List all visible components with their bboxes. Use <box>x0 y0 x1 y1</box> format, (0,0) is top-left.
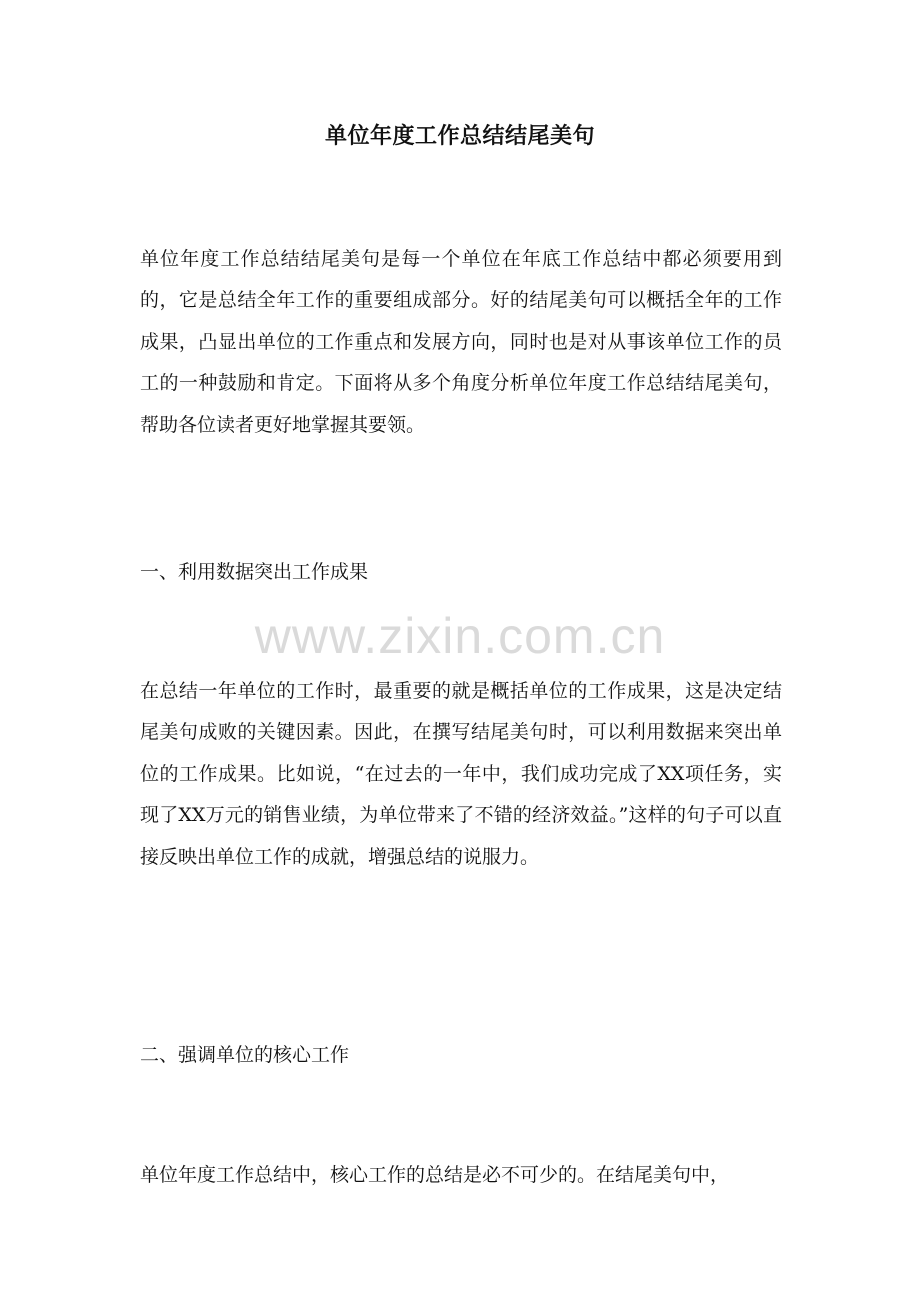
intro-paragraph: 单位年度工作总结结尾美句是每一个单位在年底工作总结中都必须要用到的，它是总结全年工作的重要组成部分。好的结尾美句可以概括全年的工作成果，凸显出单位的工作重点和发展方向，同时也是对从事该单位工作的员工的一种鼓励和肯定。下面将从多个角度分析单位年度工作总结结尾美句，帮助各位读者更好地掌握其要领。 <box>140 248 782 436</box>
section-1-paragraph: 在总结一年单位的工作时，最重要的就是概括单位的工作成果，这是决定结尾美句成败的关键因素。因此，在撰写结尾美句时，可以利用数据来突出单位的工作成果。比如说，“在过去的一年中，我们成功完成了XX项任务，实现了XX万元的销售业绩，为单位带来了不错的经济效益。”这样的句子可以直接反映出单位工作的成就，增强总结的说服力。 <box>140 680 782 868</box>
document-title: 单位年度工作总结结尾美句 <box>324 123 595 149</box>
section-2-heading: 二、强调单位的核心工作 <box>140 1044 350 1066</box>
section-1-heading: 一、利用数据突出工作成果 <box>140 561 369 583</box>
section-2-paragraph: 单位年度工作总结中，核心工作的总结是必不可少的。在结尾美句中， <box>140 1164 730 1186</box>
watermark: www.zixin.com.cn <box>254 608 666 664</box>
